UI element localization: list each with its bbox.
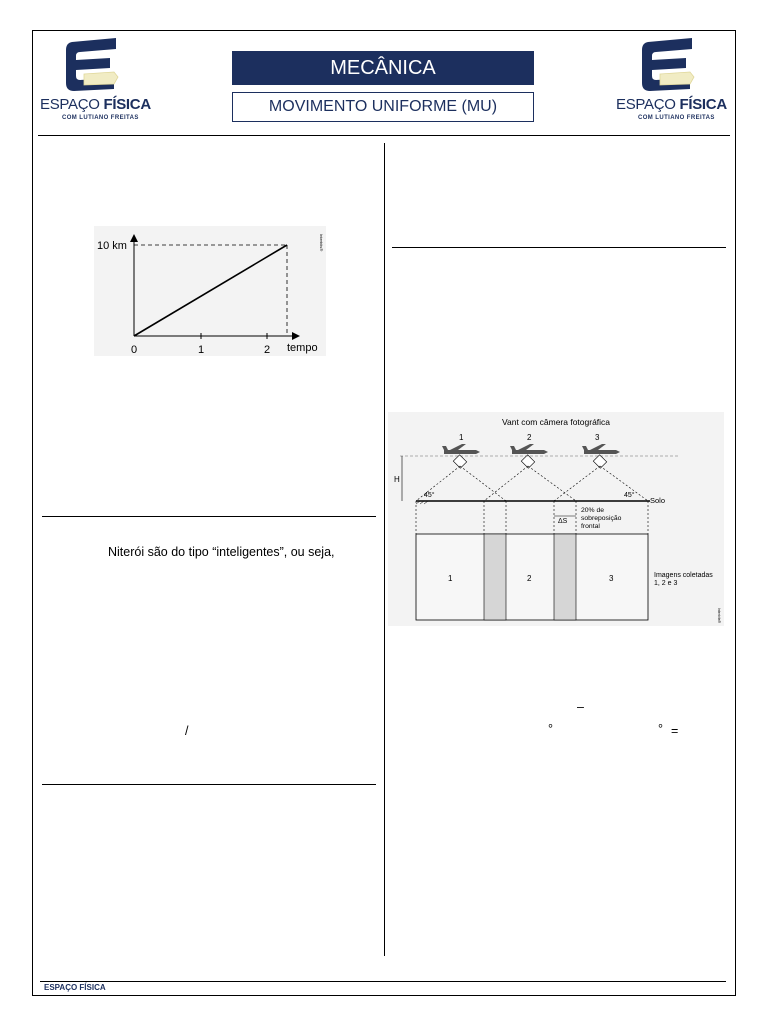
images-label-line: Imagens coletadas — [654, 572, 713, 579]
angle-right-label: 45° — [624, 492, 635, 499]
page-title: MECÂNICA — [232, 51, 534, 85]
delta-s-label: ΔS — [558, 518, 568, 525]
x-tick-label: 0 — [131, 344, 138, 356]
page-subtitle: MOVIMENTO UNIFORME (MU) — [232, 92, 534, 122]
equals-symbol: = — [671, 724, 679, 738]
image-number: 1 — [448, 574, 453, 583]
column-divider — [384, 143, 385, 956]
question-divider — [392, 247, 726, 248]
brand-text-b: FÍSICA — [103, 96, 151, 113]
angle-left-label: 45° — [424, 492, 435, 499]
logo-mark-icon — [40, 36, 160, 96]
svg-text:2: 2 — [527, 433, 532, 442]
overlap-label-line: frontal — [581, 523, 600, 530]
drone-camera-figure — [388, 412, 724, 626]
overlap-label-line: 20% de — [581, 507, 605, 514]
graph-watermark: Interbits® — [319, 234, 324, 252]
overlap-label-line: sobreposição — [581, 515, 622, 522]
x-axis-label: tempo — [287, 342, 318, 354]
overlap-region — [484, 534, 506, 620]
question-text-line: Niterói são do tipo “inteligentes”, ou seja, — [108, 545, 335, 559]
footer-brand: ESPAÇO FÍSICA — [44, 983, 106, 992]
brand-text-b: FÍSICA — [679, 96, 727, 113]
x-tick-label: 1 — [198, 344, 205, 356]
ground-label: Solo — [650, 496, 666, 505]
distance-time-graph — [94, 226, 326, 356]
footer-divider — [40, 981, 726, 982]
logo-espaco-fisica-right — [616, 36, 736, 131]
svg-text:1: 1 — [459, 433, 464, 442]
question-divider — [42, 516, 376, 517]
logo-espaco-fisica-left — [40, 36, 160, 131]
height-label: H — [394, 475, 400, 484]
overlap-region — [554, 534, 576, 620]
images-label-line: 1, 2 e 3 — [654, 580, 678, 587]
logo-mark-icon — [616, 36, 736, 96]
brand-text-a: ESPAÇO — [40, 96, 104, 113]
image-number: 2 — [527, 574, 532, 583]
question-divider — [42, 784, 376, 785]
y-axis-label: 10 km — [97, 240, 127, 252]
x-tick-label: 2 — [264, 344, 271, 356]
header-divider — [38, 135, 730, 136]
slash-symbol: / — [185, 724, 189, 738]
figure-title: Vant com câmera fotográfica — [502, 417, 611, 427]
svg-text:3: 3 — [595, 433, 600, 442]
dash-symbol: – — [577, 700, 584, 714]
degree-symbol: ° — [658, 722, 663, 736]
brand-subtitle: COM LUTIANO FREITAS — [638, 115, 715, 121]
figure-watermark: Interbits® — [717, 608, 721, 624]
brand-subtitle: COM LUTIANO FREITAS — [62, 115, 139, 121]
degree-symbol: ° — [548, 722, 553, 736]
brand-text-a: ESPAÇO — [616, 96, 680, 113]
image-number: 3 — [609, 574, 614, 583]
